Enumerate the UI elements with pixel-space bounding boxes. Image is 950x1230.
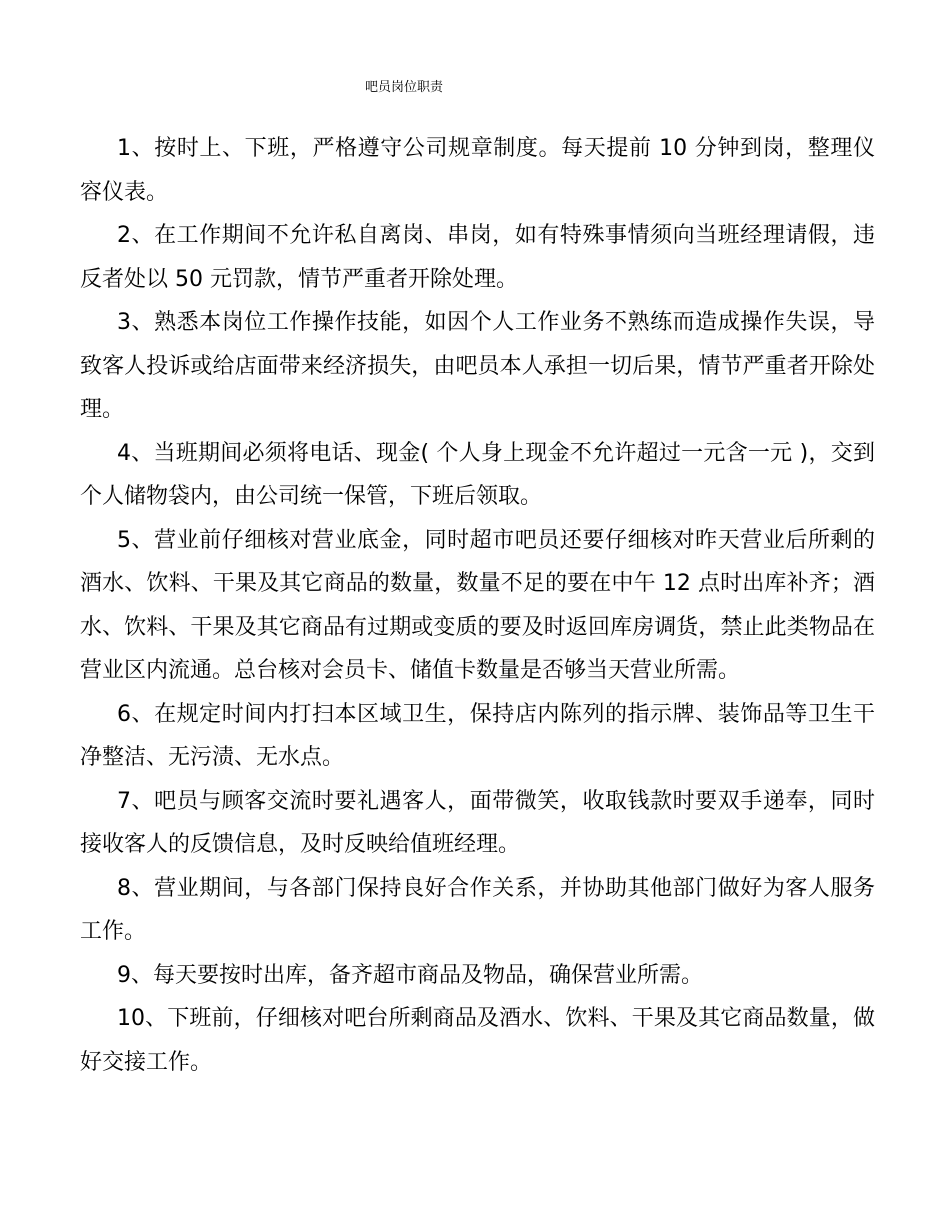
duty-item-1: 1、按时上、下班，严格遵守公司规章制度。每天提前 10 分钟到岗，整理仪容仪表。: [80, 136, 875, 205]
document-body: [80, 127, 875, 1084]
duty-item-7: 7、吧员与顾客交流时要礼遇客人，面带微笑，收取钱款时要双手递奉，同时接收客人的反馈信息，及时反映给值班经理。: [80, 788, 875, 857]
duty-item-3: 3、熟悉本岗位工作操作技能，如因个人工作业务不熟练而造成操作失误，导致客人投诉或给店面带来经济损失，由吧员本人承担一切后果，情节严重者开除处理。: [80, 310, 875, 422]
duty-item-6: 6、在规定时间内打扫本区域卫生，保持店内陈列的指示牌、装饰品等卫生干净整洁、无污渍、无水点。: [80, 701, 875, 770]
duty-item-5: 5、营业前仔细核对营业底金，同时超市吧员还要仔细核对昨天营业后所剩的酒水、饮料、干果及其它商品的数量，数量不足的要在中午 12 点时出库补齐；酒水、饮料、干果及其它商品有过期或变质的要及时返回库房调货，禁止此类物品在营业区内流通。总台核对会员卡、储值卡数量是否够当天营业所需。: [80, 527, 875, 683]
duty-item-10: 10、下班前，仔细核对吧台所剩商品及酒水、饮料、干果及其它商品数量，做好交接工作。: [80, 1006, 875, 1075]
duty-item-2: 2、在工作期间不允许私自离岗、串岗，如有特殊事情须向当班经理请假，违反者处以 50 元罚款，情节严重者开除处理。: [80, 223, 875, 292]
duty-item-8: 8、营业期间，与各部门保持良好合作关系，并协助其他部门做好为客人服务工作。: [80, 875, 875, 944]
duty-item-4: 4、当班期间必须将电话、现金( 个人身上现金不允许超过一元含一元 )，交到个人储物袋内，由公司统一保管，下班后领取。: [80, 440, 875, 509]
duty-item-9: 9、每天要按时出库，备齐超市商品及物品，确保营业所需。: [117, 962, 703, 988]
document-title: 吧员岗位职责: [365, 80, 444, 95]
